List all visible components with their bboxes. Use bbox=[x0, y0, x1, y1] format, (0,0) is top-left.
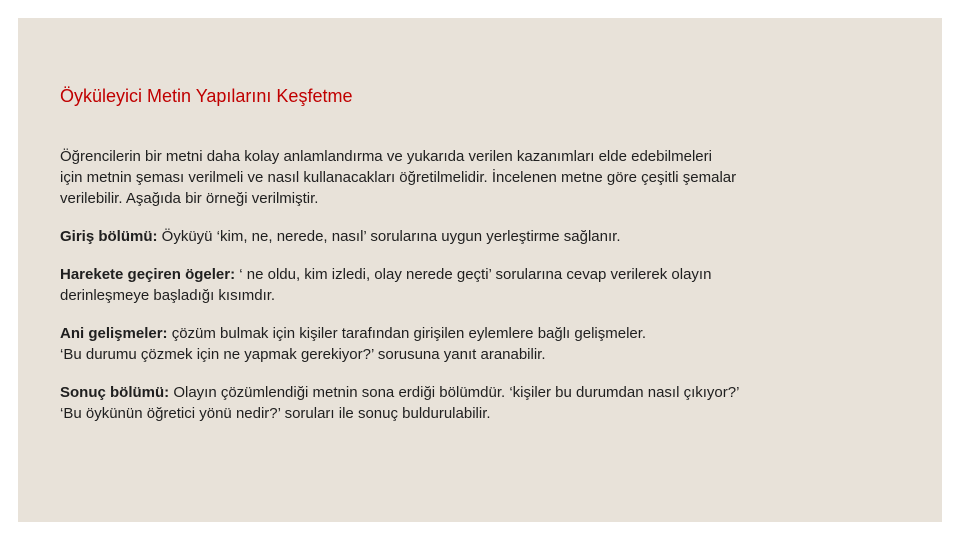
slide-content bbox=[60, 84, 920, 441]
section-sonuc bbox=[60, 382, 920, 424]
section-ani bbox=[60, 323, 920, 365]
section-label: Ani gelişmeler: bbox=[60, 325, 168, 342]
intro-line-3: verilebilir. Aşağıda bir örneği verilmiştir. bbox=[60, 190, 319, 207]
intro-paragraph bbox=[60, 146, 920, 209]
intro-line-1: Öğrencilerin bir metni daha kolay anlamlandırma ve yukarıda verilen kazanımları elde edebilmeleri bbox=[60, 148, 712, 165]
section-harekete bbox=[60, 264, 920, 306]
section-giris bbox=[60, 226, 920, 247]
section-text: derinleşmeye başladığı kısımdır. bbox=[60, 287, 276, 304]
section-text: Öyküyü ‘kim, ne, nerede, nasıl’ sorularına uygun yerleştirme sağlanır. bbox=[157, 228, 621, 245]
slide-title: Öyküleyici Metin Yapılarını Keşfetme bbox=[60, 86, 353, 106]
section-text: ‘ ne oldu, kim izledi, olay nerede geçti’ sorularına cevap verilerek olayın bbox=[235, 266, 712, 283]
section-text: ‘Bu durumu çözmek için ne yapmak gerekiyor?’ sorusuna yanıt aranabilir. bbox=[60, 346, 546, 363]
intro-line-2: için metnin şeması verilmeli ve nasıl kullanacakları öğretilmelidir. İncelenen metne göre çeşitli şemalar bbox=[60, 169, 737, 186]
section-text: çözüm bulmak için kişiler tarafından girişilen eylemlere bağlı gelişmeler. bbox=[167, 325, 647, 342]
section-label: Sonuç bölümü: bbox=[60, 384, 170, 401]
section-text: Olayın çözümlendiği metnin sona erdiği bölümdür. ‘kişiler bu durumdan nasıl çıkıyor?’ bbox=[169, 384, 740, 401]
section-text: ‘Bu öykünün öğretici yönü nedir?’ soruları ile sonuç buldurulabilir. bbox=[60, 405, 491, 422]
slide-background bbox=[18, 18, 942, 522]
section-label: Giriş bölümü: bbox=[60, 228, 158, 245]
section-label: Harekete geçiren ögeler: bbox=[60, 266, 236, 283]
